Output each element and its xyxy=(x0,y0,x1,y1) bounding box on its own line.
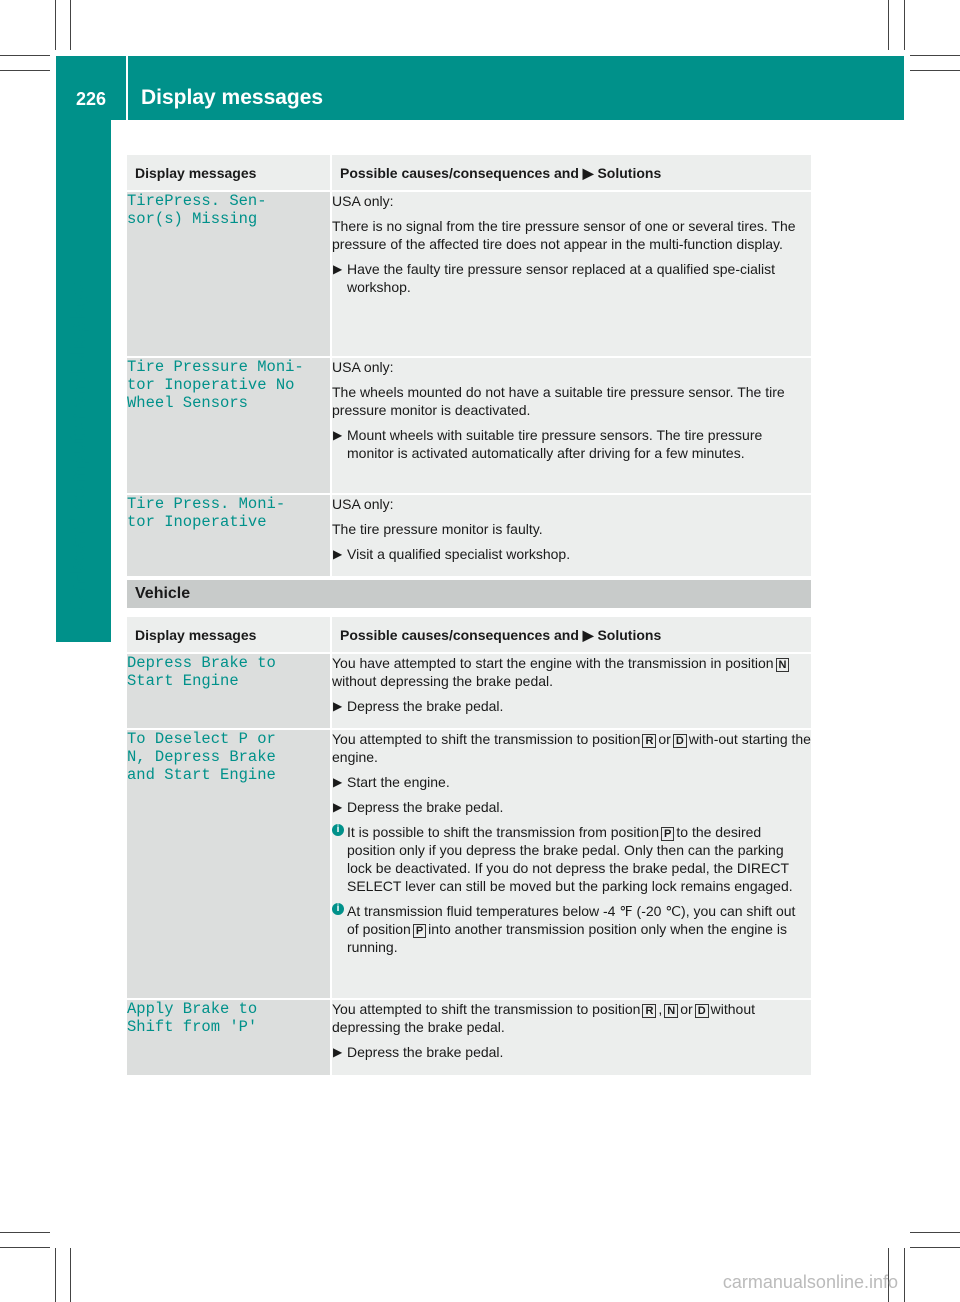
col-header-causes: Possible causes/consequences and ▶ Solutions xyxy=(331,155,811,191)
step: ▶ Depress the brake pedal. xyxy=(333,698,504,714)
crop-mark xyxy=(55,0,56,50)
message-description: USA only: The wheels mounted do not have a suitable tire pressure sensor. The tire pressure monitor is deactivated. ▶ Mount wheels with suitable tire pressure sensors. The tire pressure monitor is activated automatically after driving for a few minutes. xyxy=(331,357,811,494)
watermark: carmanualsonline.info xyxy=(722,1272,898,1292)
gear-d-icon: D xyxy=(673,734,687,748)
step: ▶ Mount wheels with suitable tire pressure sensors. The tire pressure monitor is activated automatically after driving for a few minutes. xyxy=(333,427,763,461)
crop-mark xyxy=(910,55,960,56)
table-row xyxy=(127,357,811,494)
play-icon: ▶ xyxy=(333,699,343,713)
page-number: 226 xyxy=(75,89,107,109)
display-message: Apply Brake to Shift from 'P' xyxy=(127,999,331,1075)
gear-d-icon: D xyxy=(695,1004,709,1018)
table-row xyxy=(127,653,811,729)
gear-n-icon: N xyxy=(776,658,790,672)
play-icon: ▶ xyxy=(333,547,343,561)
gear-p-icon: P xyxy=(413,924,426,938)
table-header-row xyxy=(127,617,811,653)
gear-r-icon: R xyxy=(642,1004,656,1018)
crop-mark xyxy=(910,1247,960,1248)
crop-mark xyxy=(904,0,905,50)
page-title: Display messages xyxy=(141,86,324,109)
table-row xyxy=(127,494,811,576)
display-message: Tire Press. Moni- tor Inoperative xyxy=(127,494,331,576)
message-description: You attempted to shift the transmission to position R , N or D without depressing the brake pedal. ▶ Depress the brake pedal. xyxy=(331,999,811,1075)
display-message: To Deselect P or N, Depress Brake and Start Engine xyxy=(127,729,331,999)
vehicle-messages-table xyxy=(127,617,811,1075)
crop-mark xyxy=(910,70,960,71)
crop-mark xyxy=(910,1232,960,1233)
section-title-vehicle: Vehicle xyxy=(127,580,811,608)
info-icon: i xyxy=(332,903,344,915)
info-note: i It is possible to shift the transmission from position P to the desired position only if you depress the brake pedal. Only then can the parking lock be deactivated. If you do not depress the brake pedal, the DIRECT SELECT lever can still be moved but the parking lock remains engaged. xyxy=(332,823,811,895)
step: ▶ Have the faulty tire pressure sensor replaced at a qualified spe-cialist workshop. xyxy=(333,261,775,295)
step: ▶ Depress the brake pedal. xyxy=(333,1044,504,1060)
crop-mark xyxy=(904,1248,905,1302)
crop-mark xyxy=(0,70,50,71)
col-header-messages: Display messages xyxy=(127,617,331,653)
crop-mark xyxy=(55,1248,56,1302)
play-icon: ▶ xyxy=(582,165,594,181)
crop-mark xyxy=(70,0,71,50)
play-icon: ▶ xyxy=(333,262,343,276)
message-description: USA only: There is no signal from the tire pressure sensor of one or several tires. The pressure of the affected tire does not appear in the multi-function display. ▶ Have the faulty tire pressure sensor replaced at a qualified spe-cialist workshop. xyxy=(331,191,811,357)
play-icon: ▶ xyxy=(333,775,343,789)
play-icon: ▶ xyxy=(333,800,343,814)
step: ▶ Start the engine. xyxy=(333,774,450,790)
play-icon: ▶ xyxy=(333,1045,343,1059)
table-row xyxy=(127,999,811,1075)
crop-mark xyxy=(0,1247,50,1248)
side-label: On-board computer and displays xyxy=(67,280,90,610)
header-divider xyxy=(126,56,128,120)
step: ▶ Depress the brake pedal. xyxy=(333,799,504,815)
step: ▶ Visit a qualified specialist workshop. xyxy=(333,546,571,562)
table-header-row xyxy=(127,155,811,191)
page-header xyxy=(56,56,904,120)
col-header-causes: Possible causes/consequences and ▶ Solutions xyxy=(331,617,811,653)
tire-messages-table xyxy=(127,155,811,576)
crop-mark xyxy=(70,1248,71,1302)
play-icon: ▶ xyxy=(582,627,594,643)
message-description: USA only: The tire pressure monitor is faulty. ▶ Visit a qualified specialist workshop. xyxy=(331,494,811,576)
display-message: Tire Pressure Moni- tor Inoperative No Wheel Sensors xyxy=(127,357,331,494)
crop-mark xyxy=(0,1232,50,1233)
table-row xyxy=(127,729,811,999)
play-icon: ▶ xyxy=(333,428,343,442)
message-description: You have attempted to start the engine with the transmission in position Nwithout depressing the brake pedal. ▶ Depress the brake pedal. xyxy=(331,653,811,729)
gear-r-icon: R xyxy=(642,734,656,748)
message-description: You attempted to shift the transmission to position R or D with-out starting the engine. ▶ Start the engine. ▶ Depress the brake pedal. i It is possible to shift the transmission from position P to the desired position only if you depress the brake pedal. Only then can the parking lock be deactivated. If you do not depress the brake pedal, the DIRECT SELECT lever can still be moved but the parking lock remains engaged. i At transmission fluid temperatures below -4 ℉ (-20 ℃), you can shift out of position P into another transmission position only when the engine is running. xyxy=(331,729,811,999)
gear-p-icon: P xyxy=(661,827,674,841)
display-message: Depress Brake to Start Engine xyxy=(127,653,331,729)
info-note: i At transmission fluid temperatures below -4 ℉ (-20 ℃), you can shift out of position P into another transmission position only when the engine is running. xyxy=(332,902,811,956)
info-icon: i xyxy=(332,824,344,836)
table-row xyxy=(127,191,811,357)
gear-n-icon: N xyxy=(664,1004,678,1018)
display-message: TirePress. Sen- sor(s) Missing xyxy=(127,191,331,357)
crop-mark xyxy=(0,55,50,56)
crop-mark xyxy=(888,0,889,50)
col-header-messages: Display messages xyxy=(127,155,331,191)
